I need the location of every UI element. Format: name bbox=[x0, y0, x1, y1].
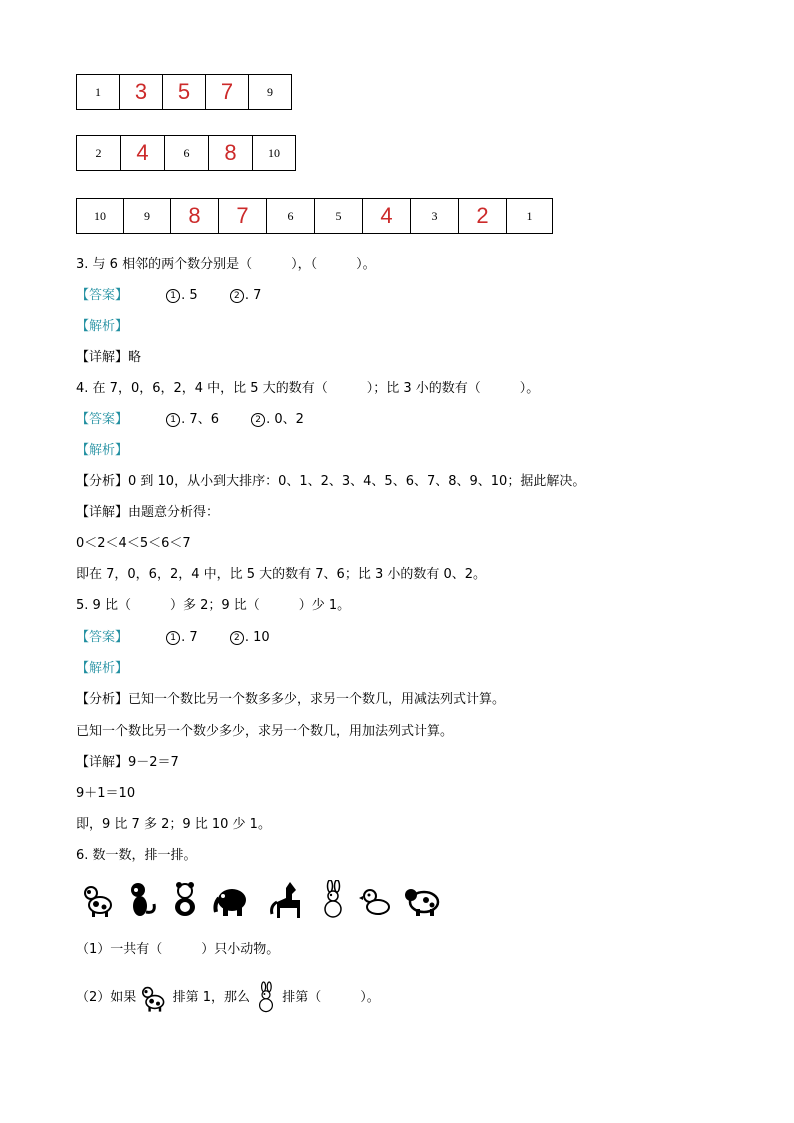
answer-4 bbox=[76, 411, 304, 429]
table-cell: 9 bbox=[124, 198, 171, 234]
circled-number: 1 bbox=[166, 289, 180, 303]
table-cell-answer: 4 bbox=[363, 198, 411, 234]
dog-icon bbox=[140, 982, 168, 1014]
answer-value: . 0、2 bbox=[266, 412, 304, 427]
detail-text: 【详解】略 bbox=[76, 350, 142, 365]
question-4: 4. 在 7，0，6，2，4 中，比 5 大的数有（ ）；比 3 小的数有（ ）。 bbox=[76, 381, 540, 396]
answer-value: . 7 bbox=[244, 288, 262, 303]
answer-tag: 【答案】 bbox=[76, 412, 129, 427]
table-cell-answer: 8 bbox=[209, 135, 253, 171]
circled-number: 2 bbox=[230, 631, 244, 645]
answer-value: . 7、6 bbox=[181, 412, 219, 427]
detail-line: 即，9 比 7 多 2；9 比 10 少 1。 bbox=[76, 817, 271, 832]
circled-number: 1 bbox=[166, 631, 180, 645]
part-2-suffix: 排第（ ）。 bbox=[282, 990, 380, 1005]
part-2-middle: 排第 1，那么 bbox=[172, 990, 250, 1005]
circled-number: 1 bbox=[166, 413, 180, 427]
duck-icon bbox=[358, 880, 392, 920]
question-3: 3. 与 6 相邻的两个数分别是（ ），（ ）。 bbox=[76, 257, 376, 272]
detail-text: 【详解】由题意分析得： bbox=[76, 505, 220, 520]
elephant-icon bbox=[210, 880, 250, 920]
table-cell-answer: 3 bbox=[120, 74, 163, 110]
answer-3 bbox=[76, 287, 261, 305]
horse-icon bbox=[266, 880, 306, 924]
detail-line: 0＜2＜4＜5＜6＜7 bbox=[76, 536, 191, 551]
table-cell-answer: 7 bbox=[219, 198, 267, 234]
detail-line: 即在 7，0，6，2，4 中，比 5 大的数有 7、6；比 3 小的数有 0、2。 bbox=[76, 567, 487, 582]
table-cell: 6 bbox=[267, 198, 315, 234]
circled-number: 2 bbox=[251, 413, 265, 427]
answer-5 bbox=[76, 629, 270, 647]
answer-value: . 7 bbox=[181, 630, 198, 645]
table-cell-answer: 5 bbox=[163, 74, 206, 110]
sequence-table-1 bbox=[76, 74, 292, 110]
table-cell-answer: 2 bbox=[459, 198, 507, 234]
rabbit-icon bbox=[318, 880, 348, 920]
table-cell: 1 bbox=[507, 198, 553, 234]
question-5: 5. 9 比（ ）多 2；9 比（ ）少 1。 bbox=[76, 598, 351, 613]
answer-tag: 【答案】 bbox=[76, 630, 129, 645]
monkey-icon bbox=[126, 880, 160, 920]
analysis-text: 已知一个数比另一个数少多少，求另一个数几，用加法列式计算。 bbox=[76, 724, 454, 739]
answer-tag: 【答案】 bbox=[76, 288, 129, 303]
rabbit-icon bbox=[254, 981, 278, 1015]
table-cell: 3 bbox=[411, 198, 459, 234]
answer-value: . 10 bbox=[244, 630, 270, 645]
table-cell: 2 bbox=[77, 135, 121, 171]
analysis-tag: 【解析】 bbox=[76, 443, 129, 458]
detail-text: 【详解】9－2＝7 bbox=[76, 755, 179, 770]
dog-icon bbox=[82, 880, 116, 920]
panda-icon bbox=[168, 880, 202, 920]
sequence-table-2 bbox=[76, 135, 296, 171]
table-cell: 9 bbox=[249, 74, 292, 110]
table-cell: 5 bbox=[315, 198, 363, 234]
answer-value: . 5 bbox=[181, 288, 198, 303]
question-6: 6. 数一数，排一排。 bbox=[76, 848, 197, 863]
table-cell: 1 bbox=[77, 74, 120, 110]
analysis-text: 【分析】0 到 10，从小到大排序：0、1、2、3、4、5、6、7、8、9、10；据此解决。 bbox=[76, 474, 586, 489]
detail-line: 9＋1＝10 bbox=[76, 786, 136, 801]
analysis-text: 【分析】已知一个数比另一个数多多少，求另一个数几，用减法列式计算。 bbox=[76, 692, 506, 707]
question-6-part-1: （1）一共有（ ）只小动物。 bbox=[76, 942, 280, 957]
analysis-tag: 【解析】 bbox=[76, 661, 129, 676]
table-cell-answer: 4 bbox=[121, 135, 165, 171]
sequence-table-3 bbox=[76, 198, 553, 234]
analysis-tag: 【解析】 bbox=[76, 319, 129, 334]
circled-number: 2 bbox=[230, 289, 244, 303]
table-cell: 10 bbox=[77, 198, 124, 234]
table-cell-answer: 8 bbox=[171, 198, 219, 234]
part-2-prefix: （2）如果 bbox=[76, 990, 137, 1005]
question-6-part-2 bbox=[76, 980, 380, 1016]
pig-icon bbox=[402, 880, 442, 920]
table-cell-answer: 7 bbox=[206, 74, 249, 110]
table-cell: 6 bbox=[165, 135, 209, 171]
table-cell: 10 bbox=[253, 135, 296, 171]
